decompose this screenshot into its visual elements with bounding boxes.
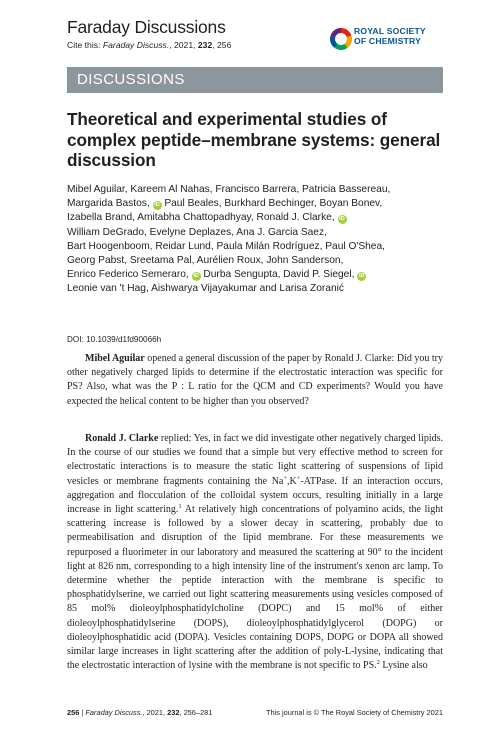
superscript: + bbox=[296, 474, 301, 482]
section-banner-label: DISCUSSIONS bbox=[77, 71, 185, 88]
author-line: William DeGrado, Evelyne Deplazes, Ana J. Garcia Saez, bbox=[67, 226, 327, 238]
author-line: Bart Hoogenboom, Reidar Lund, Paula Milán Rodríguez, Paul O'Shea, bbox=[67, 240, 385, 252]
journal-name: Faraday Discussions bbox=[67, 17, 226, 37]
publisher-name bbox=[354, 27, 426, 47]
footer-year: , 2021, bbox=[142, 708, 168, 717]
section-banner bbox=[67, 67, 443, 93]
author-line: Durba Sengupta, David P. Siegel, bbox=[200, 269, 355, 281]
footer-volume: 232 bbox=[167, 708, 180, 717]
article-title: Theoretical and experimental studies of complex peptide–membrane systems: general discussion bbox=[67, 109, 441, 170]
page-number: 256 bbox=[67, 708, 80, 717]
footer-copyright: This journal is © The Royal Society of Chemistry 2021 bbox=[265, 708, 443, 717]
paragraph-text: replied: Yes, in fact we did investigate other negatively charged lipids. In the course of our studies we found that a simple but very effective method to screen for electrostatic interactions is to measure the static light scattering of suspensions of lipid vesicles or membrane fragments containing the Na bbox=[67, 433, 443, 487]
footer-journal: Faraday Discuss. bbox=[85, 708, 143, 717]
discussion-paragraph-2 bbox=[67, 432, 443, 673]
orcid-icon[interactable]: iD bbox=[339, 216, 345, 223]
citation-line bbox=[67, 40, 231, 50]
footer-pages: , 256–281 bbox=[179, 708, 213, 717]
doi[interactable]: DOI: 10.1039/d1fd90066h bbox=[67, 335, 162, 344]
reference-link[interactable]: 2 bbox=[376, 659, 380, 667]
author-line: Leonie van 't Hag, Aishwarya Vijayakumar and Larisa Zoranić bbox=[67, 283, 344, 295]
author-line: Mibel Aguilar, Kareem Al Nahas, Francisco Barrera, Patricia Bassereau, bbox=[67, 184, 391, 195]
paragraph-text: opened a general discussion of the paper by Ronald J. Clarke: Did you try other negatively charged lipids to determine if the electrostatic interaction was specific for PS? Also, what was the P : L ratio for the QCM and CD experiments? Would you have expected the helical content to be higher than you observed? bbox=[67, 353, 443, 407]
publisher-line1: ROYAL SOCIETY bbox=[354, 26, 426, 36]
speaker-name: Ronald J. Clarke bbox=[85, 433, 159, 444]
paragraph-text: -ATPase. If an interaction occurs, aggregation and flocculation of the colloidal system occurs, resulting initially in a large increase in light scattering. bbox=[67, 475, 444, 516]
paragraph-text: At relatively high concentrations of polyamino acids, the light scattering increase is followed by a slower decay in scattering, probably due to permeabilisation and disruption of the lipid membrane. For these measurements we repurposed a fluorimeter in our laboratory and measured the scattering at 90° to the incident light at 826 nm, corresponding to a high intensity line of the instrument's xenon arc lamp. To determine whether the peptide interaction with the membrane is specific to phosphatidylserine, we carried out light scattering measurements using vesicles composed of 85 mol% dioleoylphosphatidylcholine (DOPC) and 15 mol% of either dioleoylphosphatidylserine (DOPS), dioleoylphosphatidylglycerol (DOPG) or dioleoylphosphatidic acid (DOPA). Vesicles containing DOPS, DOPG or DOPA all showed similar large increases in light scattering after the addition of poly-L-lysine, indicating that the electrostatic interaction of lysine with the membrane is not specific to PS. bbox=[67, 504, 443, 672]
orcid-icon[interactable]: iD bbox=[154, 202, 160, 209]
orcid-icon[interactable]: iD bbox=[193, 273, 199, 280]
author-line: Georg Pabst, Sreetama Pal, Aurélien Roux, John Sanderson, bbox=[67, 255, 344, 267]
publisher-line2: OF CHEMISTRY bbox=[354, 35, 422, 46]
paragraph-text: ,K bbox=[287, 475, 297, 487]
author-line: Margarida Bastos, bbox=[67, 198, 150, 210]
author-line: Izabella Brand, Amitabha Chattopadhyay, Ronald J. Clarke, bbox=[67, 212, 335, 224]
cite-page: , 256 bbox=[212, 40, 232, 50]
paragraph-text: Lysine also bbox=[379, 660, 428, 672]
author-list bbox=[67, 183, 457, 297]
orcid-icon[interactable]: iD bbox=[359, 273, 365, 280]
speaker-name: Mibel Aguilar bbox=[85, 353, 145, 364]
cite-journal: Faraday Discuss. bbox=[102, 40, 170, 50]
reference-link[interactable]: 1 bbox=[178, 503, 182, 511]
footer-citation bbox=[67, 708, 212, 717]
cite-prefix: Cite this: bbox=[67, 40, 103, 50]
author-line: Enrico Federico Semeraro, bbox=[67, 269, 189, 281]
cite-volume: 232 bbox=[197, 40, 213, 50]
cite-year: , 2021, bbox=[169, 40, 198, 50]
footer-sep: | bbox=[79, 708, 86, 717]
author-line: Paul Beales, Burkhard Bechinger, Boyan Bonev, bbox=[161, 198, 383, 210]
superscript: + bbox=[283, 474, 288, 482]
discussion-paragraph-1 bbox=[67, 352, 443, 409]
